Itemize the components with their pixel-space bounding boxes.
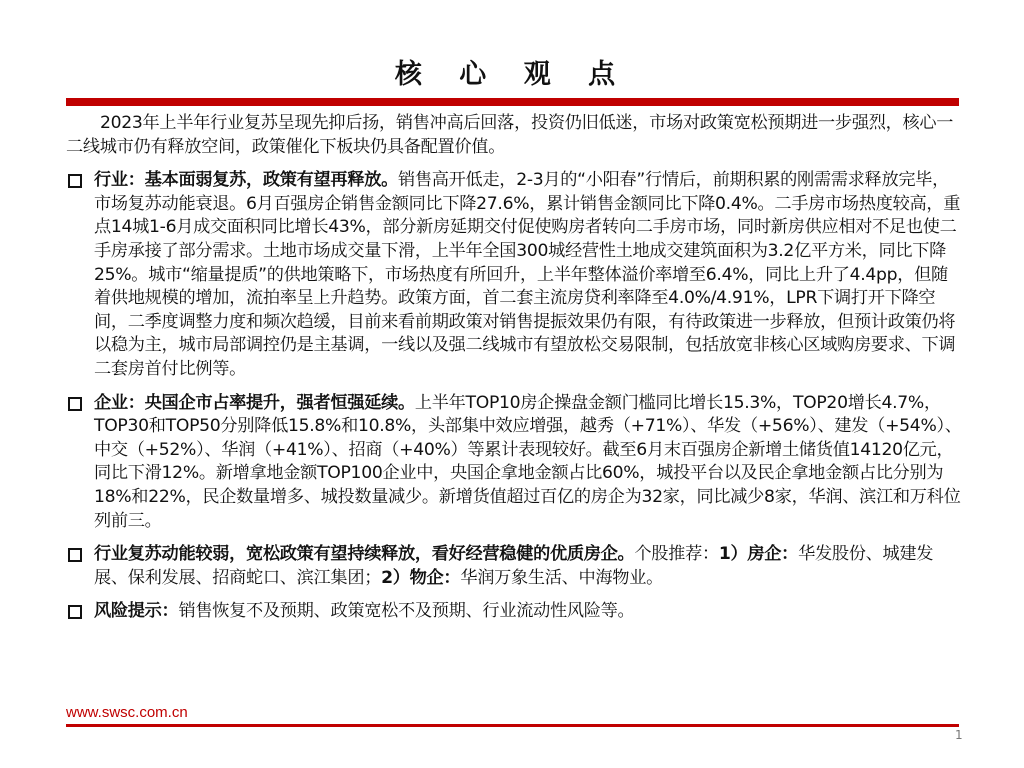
page-title: 核 心 观 点 [394,59,630,90]
bullet-lead: 行业复苏动能较弱，宽松政策有望持续释放，看好经营稳健的优质房企。 [94,544,635,565]
square-bullet-icon [68,174,82,188]
bullet-text: 销售恢复不及预期、政策宽松不及预期、行业流动性风险等。 [178,601,635,622]
bullet-text: 销售高开低走，2-3月的“小阳春”行情后，前期积累的刚需需求释放完毕，市场复苏动能衰退。6月百强房企销售金额同比下降27.6%，累计销售金额同比下降0.4%。二手房市场热度较高，重点14城1-6月成交面积同比增长43%，部分新房延期交付促使购房者转向二手房市场，同时新房供应相对不足也使二手房承接了部分需求。土地市场成交量下滑，上半年全国300城经营性土地成交建筑面积为3.2亿平方米，同比下降25%。城市“缩量提质”的供地策略下，市场热度有所回升，上半年整体溢价率增至6.4%，同比上升了4.4pp，但随着供地规模的增加，流拍率呈上升趋势。政策方面，首二套主流房贷利率降至4.0%/4.91%，LPR下调打开下降空间，二季度调整力度和频次趋缓，目前来看前期政策对销售提振效果仍有限，有待政策进一步释放，但预计政策仍将以稳为主，城市局部调控仍是主基调，一线以及强二线城市有望放松交易限制，包括放宽非核心区域购房要求、下调二套房首付比例等。 [94,170,961,379]
page-number: 1 [955,728,963,742]
bullet-recommendation [66,543,964,590]
title-divider [66,98,959,106]
bullet-text: 个股推荐： [634,544,719,565]
square-bullet-icon [68,397,82,411]
intro-paragraph: 2023年上半年行业复苏呈现先抑后扬，销售冲高后回落，投资仍旧低迷，市场对政策宽松预期进一步强烈，核心一二线城市仍有释放空间，政策催化下板块仍具备配置价值。 [66,113,954,157]
bullet-risk [66,600,964,624]
sub-label-property-mgmt: 2）物企： [381,567,461,588]
main-content [66,112,964,634]
bullet-lead: 行业：基本面弱复苏，政策有望再释放。 [94,170,398,191]
sub-label-developers: 1）房企： [718,544,799,565]
bullet-text: 华润万象生活、中海物业。 [460,567,663,588]
bullet-lead: 企业：央国企市占率提升，强者恒强延续。 [94,392,415,413]
footer-divider [66,724,959,727]
bullet-enterprise [66,392,964,534]
bullet-text: 上半年TOP10房企操盘金额门槛同比增长15.3%，TOP20增长4.7%，TOP30和TOP50分别降低15.8%和10.8%，头部集中效应增强，越秀（+71%）、华发（+56%）、建发（+54%）、中交（+52%）、华润（+41%）、招商（+40%）等累计表现较好。截至6月末百强房企新增土储货值14120亿元，同比下滑12%。新增拿地金额TOP100企业中，央国企拿地金额占比60%，城投平台以及民企拿地金额占比分别为18%和22%，民企数量增多、城投数量减少。新增货值超过百亿的房企为32家，同比减少8家，华润、滨江和万科位列前三。 [94,392,962,531]
footer-url-link[interactable]: www.swsc.com.cn [66,704,188,721]
bullet-lead: 风险提示： [94,601,179,622]
square-bullet-icon [68,548,82,562]
square-bullet-icon [68,605,82,619]
bullet-industry [66,169,964,381]
bullet-text: 华发股份、城建发展、保利发展、招商蛇口、滨江集团； [94,544,934,588]
